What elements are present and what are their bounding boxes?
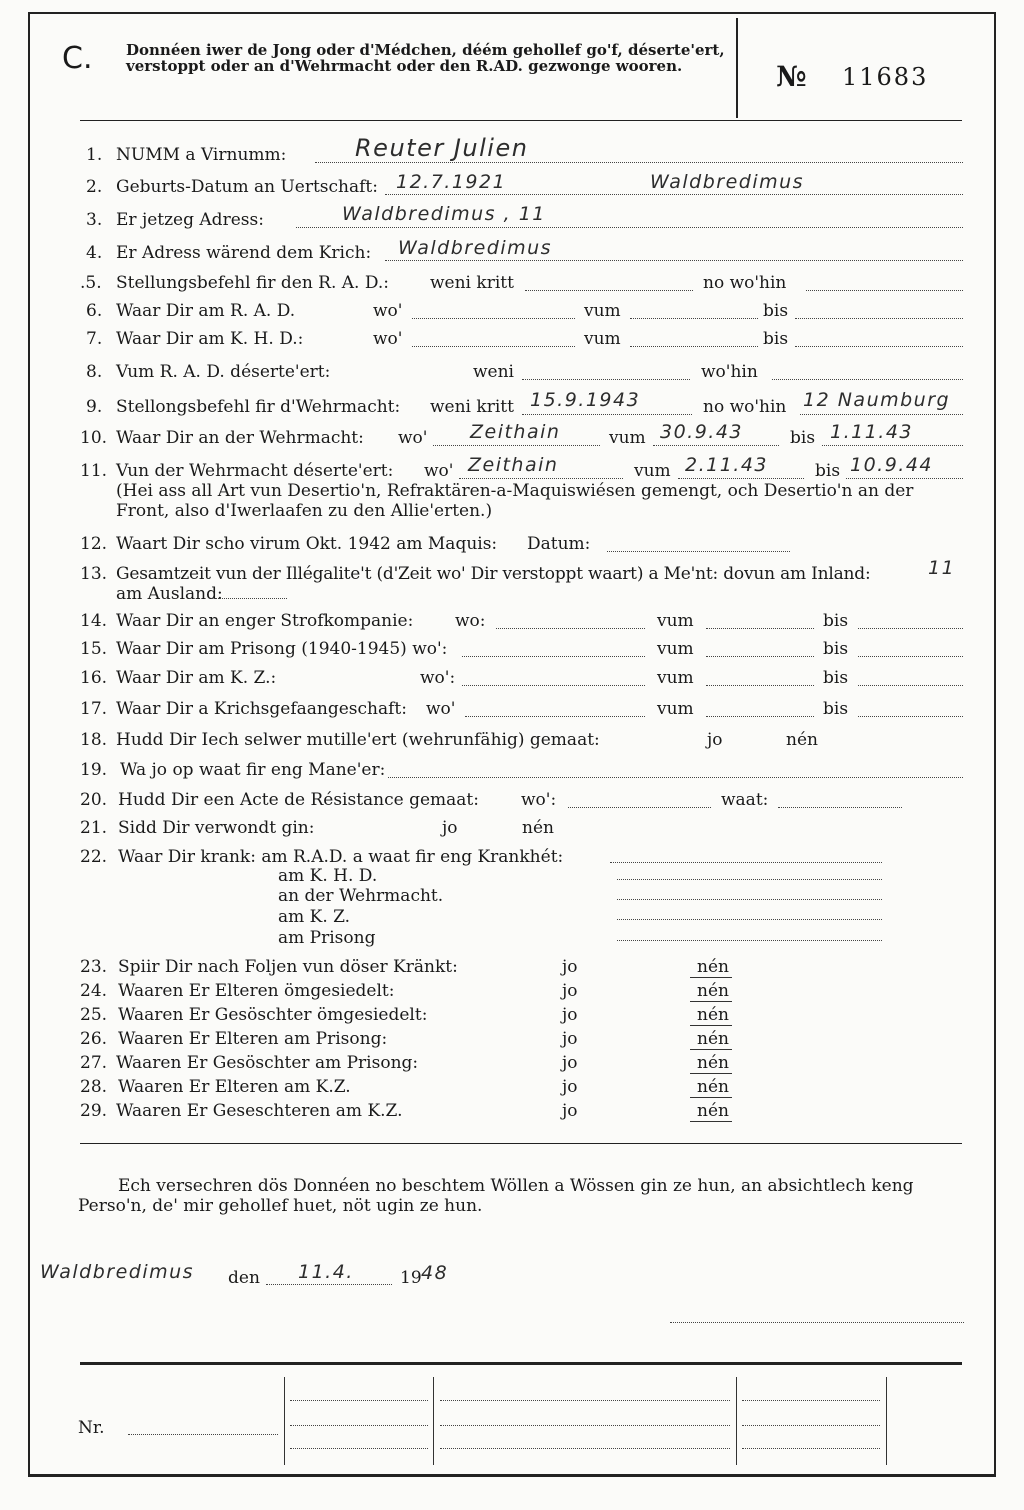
item-number: 2. (86, 177, 103, 197)
wehrmacht-desertion-wo-line (459, 478, 623, 479)
siblings-kz-nen-underline (690, 1121, 732, 1122)
footer-col-divider (886, 1377, 887, 1465)
item-number: 3. (86, 210, 103, 230)
header-title: Donnéen iwer de Jong oder d'Médchen, déém gehollef go'f, déserte'ert, verstoppt oder an d'Wehrmacht oder den R.AD. gezwonge wooren. (126, 41, 725, 75)
illness-wehrmacht-line (617, 899, 882, 900)
siblings-kz-label: Waaren Er Geseschteren am K.Z. (116, 1101, 403, 1121)
footer-col-divider (736, 1377, 737, 1465)
rad-desertion-label: Vum R. A. D. déserte'ert: (116, 362, 331, 382)
header-rule (80, 120, 962, 121)
penal-company-vum-line (706, 628, 814, 629)
kz-bis-line (858, 685, 963, 686)
wehrmacht-desertion-wo-label: wo' (424, 461, 454, 481)
item-number: 28. (80, 1077, 108, 1097)
maquis-label: Waart Dir scho virum Okt. 1942 am Maquis: (116, 534, 498, 554)
rad-bis-label: bis (763, 301, 789, 321)
parents-kz-jo: jo (562, 1077, 578, 1097)
rad-order-wohin-line (806, 290, 963, 291)
illegality-ausland-line (212, 598, 287, 599)
after-effects-nen-underline (690, 977, 732, 978)
rad-wo-line (412, 318, 575, 319)
item-number: 19. (80, 760, 108, 780)
rad-order-weni-line (525, 290, 693, 291)
self-mutilation-label: Hudd Dir Iech selwer mutille'ert (wehrunfähig) gemaat: (116, 730, 600, 750)
captivity-vum-label: vum (657, 699, 694, 719)
wehrmacht-order-wohin-label: no wo'hin (703, 397, 787, 417)
siblings-resettled-nen: nén (697, 1005, 729, 1025)
number-sign: № (776, 60, 807, 93)
illegality-label: Gesamtzeit vun der Illégalite't (d'Zeit wo' Dir verstoppt waart) a Me'nt: dovun am Inland: (116, 564, 871, 584)
wehrmacht-desertion-wo-value: Zeithain (468, 454, 559, 476)
current-address-value: Waldbredimus , 11 (342, 203, 546, 225)
resistance-wo-line (568, 807, 711, 808)
footer-nr-label: Nr. (78, 1418, 105, 1438)
item-number: 22. (80, 847, 108, 867)
captivity-label: Waar Dir a Krichsgefaangeschaft: (116, 699, 407, 719)
wehrmacht-wo-value: Zeithain (470, 421, 561, 443)
khd-wo-line (412, 346, 575, 347)
birth-place-value: Waldbredimus (650, 171, 805, 193)
wehrmacht-order-weni-label: weni kritt (430, 397, 514, 417)
item-number: 20. (80, 790, 108, 810)
signature-line (670, 1322, 964, 1323)
wehrmacht-order-place-value: 12 Naumburg (803, 389, 951, 411)
prison-bis-label: bis (823, 639, 849, 659)
war-address-label: Er Adress wärend dem Krich: (116, 243, 372, 263)
wehrmacht-desertion-vum-value: 2.11.43 (685, 454, 769, 476)
parents-resettled-nen-underline (690, 1001, 732, 1002)
item-number: 27. (80, 1053, 108, 1073)
captivity-wo-label: wo' (426, 699, 456, 719)
prison-vum-label: vum (657, 639, 694, 659)
wehrmacht-order-wohin-line (800, 414, 963, 415)
illegality-ausland-label: am Ausland: (116, 584, 223, 604)
signature-year-printed: 19 (400, 1268, 422, 1288)
footer-field-line (290, 1400, 428, 1401)
rad-desertion-weni-line (522, 379, 690, 380)
wehrmacht-desertion-bis-label: bis (815, 461, 841, 481)
item-number: 26. (80, 1029, 108, 1049)
penal-company-bis-line (858, 628, 963, 629)
rad-label: Waar Dir am R. A. D. (116, 301, 296, 321)
siblings-kz-nen: nén (697, 1101, 729, 1121)
illness-rad-line (610, 862, 882, 863)
footer-col-divider (284, 1377, 285, 1465)
item-number: 6. (86, 301, 103, 321)
resistance-waat-label: waat: (721, 790, 769, 810)
rad-order-label: Stellungsbefehl fir den R. A. D.: (116, 273, 390, 293)
manner-line (388, 777, 963, 778)
rad-order-wohin-label: no wo'hin (703, 273, 787, 293)
item-number: 14. (80, 611, 108, 631)
siblings-prison-nen: nén (697, 1053, 729, 1073)
resistance-label: Hudd Dir een Acte de Résistance gemaat: (118, 790, 479, 810)
item-number: 16. (80, 668, 108, 688)
header-divider (736, 18, 738, 118)
footer-nr-line (128, 1434, 278, 1435)
parents-kz-label: Waaren Er Elteren am K.Z. (118, 1077, 351, 1097)
resistance-wo-label: wo': (521, 790, 557, 810)
footer-col-divider (433, 1377, 434, 1465)
wehrmacht-vum-label: vum (609, 428, 646, 448)
footer-field-line (290, 1425, 428, 1426)
current-address-label: Er jetzeg Adress: (116, 210, 264, 230)
rad-vum-line (630, 318, 758, 319)
name-label: NUMM a Virnumm: (116, 145, 287, 165)
footer-field-line (290, 1448, 428, 1449)
illness-kz-label: am K. Z. (278, 907, 351, 927)
frame-right (994, 12, 996, 1476)
parents-prison-label: Waaren Er Elteren am Prisong: (118, 1029, 388, 1049)
after-effects-jo: jo (562, 957, 578, 977)
item-number: 21. (80, 818, 108, 838)
rad-bis-line (795, 318, 963, 319)
illness-wehrmacht-label: an der Wehrmacht. (278, 886, 444, 906)
illness-prison-label: am Prisong (278, 928, 376, 948)
item-number: 8. (86, 362, 103, 382)
wehrmacht-order-label: Stellongsbefehl fir d'Wehrmacht: (116, 397, 401, 417)
item-number: 18. (80, 730, 108, 750)
kz-bis-label: bis (823, 668, 849, 688)
illness-label: Waar Dir krank: am R.A.D. a waat fir eng Krankhét: (118, 847, 564, 867)
illness-khd-label: am K. H. D. (278, 866, 378, 886)
parents-resettled-jo: jo (562, 981, 578, 1001)
footer-field-line (440, 1400, 730, 1401)
rad-order-weni-label: weni kritt (430, 273, 514, 293)
khd-vum-label: vum (584, 329, 621, 349)
wehrmacht-desertion-vum-label: vum (634, 461, 671, 481)
item-number: 24. (80, 981, 108, 1001)
wehrmacht-wo-label: wo' (398, 428, 428, 448)
siblings-resettled-label: Waaren Er Gesöschter ömgesiedelt: (118, 1005, 428, 1025)
khd-label: Waar Dir am K. H. D.: (116, 329, 304, 349)
siblings-kz-jo: jo (562, 1101, 578, 1121)
wehrmacht-desertion-label: Vun der Wehrmacht déserte'ert: (116, 461, 394, 481)
penal-company-vum-label: vum (657, 611, 694, 631)
parents-kz-nen-underline (690, 1097, 732, 1098)
penal-company-label: Waar Dir an enger Strofkompanie: (116, 611, 414, 631)
prison-bis-line (858, 656, 963, 657)
kz-vum-label: vum (657, 668, 694, 688)
captivity-bis-line (858, 716, 963, 717)
item-number: 10. (80, 428, 108, 448)
rad-desertion-weni-label: weni (473, 362, 514, 382)
rad-wo-label: wo' (373, 301, 403, 321)
item-number: 1. (86, 145, 103, 165)
rad-desertion-wohin-line (772, 379, 963, 380)
wehrmacht-desertion-vum-line (678, 478, 804, 479)
after-effects-label: Spiir Dir nach Foljen vun döser Kränkt: (118, 957, 458, 977)
siblings-prison-label: Waaren Er Gesöschter am Prisong: (116, 1053, 419, 1073)
siblings-resettled-jo: jo (562, 1005, 578, 1025)
frame-top (28, 12, 996, 14)
captivity-vum-line (706, 716, 814, 717)
illness-prison-line (617, 940, 882, 941)
footer-field-line (440, 1448, 730, 1449)
maquis-datum-label: Datum: (527, 534, 591, 554)
item-number: 11. (80, 461, 108, 481)
declaration-line2: Perso'n, de' mir gehollef huet, nöt ugin ze hun. (78, 1196, 483, 1216)
illness-khd-line (617, 879, 882, 880)
parents-prison-jo: jo (562, 1029, 578, 1049)
section-letter: C. (62, 41, 93, 76)
siblings-prison-nen-underline (690, 1073, 732, 1074)
kz-label: Waar Dir am K. Z.: (116, 668, 277, 688)
illness-kz-line (617, 919, 882, 920)
self-mutilation-jo: jo (707, 730, 723, 750)
section-rule (80, 1143, 962, 1144)
item-number: 17. (80, 699, 108, 719)
signature-date-line (266, 1284, 392, 1285)
maquis-datum-line (607, 551, 790, 552)
wounded-nen: nén (522, 818, 554, 838)
wehrmacht-bis-line (822, 445, 963, 446)
parents-resettled-nen: nén (697, 981, 729, 1001)
wehrmacht-vum-line (653, 445, 779, 446)
khd-vum-line (630, 346, 758, 347)
current-address-line (296, 227, 963, 228)
item-number: 23. (80, 957, 108, 977)
name-line (315, 162, 963, 163)
penal-company-wo-line (496, 628, 645, 629)
item-number: 7. (86, 329, 103, 349)
kz-wo-label: wo': (420, 668, 456, 688)
item-number: 15. (80, 639, 108, 659)
signature-place-value: Waldbredimus (40, 1261, 195, 1283)
desertion-note-line1: (Hei ass all Art vun Desertio'n, Refraktären-a-Maquiswiésen gemengt, och Desertio'n an der (116, 481, 914, 501)
frame-left (28, 12, 30, 1476)
rad-desertion-wohin-label: wo'hin (701, 362, 758, 382)
siblings-prison-jo: jo (562, 1053, 578, 1073)
item-number: 9. (86, 397, 103, 417)
birth-label: Geburts-Datum an Uertschaft: (116, 177, 378, 197)
manner-label: Wa jo op waat fir eng Mane'er: (120, 760, 386, 780)
item-number: 12. (80, 534, 108, 554)
parents-prison-nen: nén (697, 1029, 729, 1049)
wehrmacht-bis-label: bis (790, 428, 816, 448)
prison-vum-line (706, 656, 814, 657)
siblings-resettled-nen-underline (690, 1025, 732, 1026)
wehrmacht-wo-line (433, 445, 600, 446)
wehrmacht-label: Waar Dir an der Wehrmacht: (116, 428, 364, 448)
footer-rule (80, 1362, 962, 1365)
wehrmacht-desertion-bis-line (846, 478, 963, 479)
desertion-note-line2: Front, also d'Iwerlaafen zu den Allie'erten.) (116, 501, 493, 521)
wehrmacht-desertion-bis-value: 10.9.44 (850, 454, 934, 476)
parents-resettled-label: Waaren Er Elteren ömgesiedelt: (118, 981, 395, 1001)
declaration-line1: Ech versechren dös Donnéen no beschtem Wöllen a Wössen gin ze hun, an absichtlech keng (118, 1176, 914, 1196)
signature-year-value: 48 (421, 1262, 449, 1284)
illegality-inland-value: 11 (928, 557, 956, 579)
signature-date-value: 11.4. (298, 1261, 354, 1283)
penal-company-wo-label: wo: (455, 611, 486, 631)
khd-bis-label: bis (763, 329, 789, 349)
frame-bottom (28, 1474, 996, 1477)
footer-field-line (440, 1425, 730, 1426)
resistance-waat-line (778, 807, 902, 808)
wounded-label: Sidd Dir verwondt gin: (118, 818, 315, 838)
war-address-value: Waldbredimus (398, 237, 553, 259)
footer-field-line (742, 1448, 880, 1449)
prison-label: Waar Dir am Prisong (1940-1945) wo': (116, 639, 448, 659)
captivity-wo-line (465, 716, 645, 717)
after-effects-nen: nén (697, 957, 729, 977)
item-number: 25. (80, 1005, 108, 1025)
wehrmacht-vum-value: 30.9.43 (660, 421, 744, 443)
wounded-jo: jo (442, 818, 458, 838)
wehrmacht-order-weni-line (522, 414, 692, 415)
item-number: 13. (80, 564, 108, 584)
wehrmacht-bis-value: 1.11.43 (830, 421, 914, 443)
wehrmacht-order-date-value: 15.9.1943 (530, 389, 641, 411)
footer-field-line (742, 1425, 880, 1426)
birth-line (385, 194, 963, 195)
signature-den-label: den (228, 1268, 260, 1288)
name-value: Reuter Julien (355, 134, 529, 162)
birth-date-value: 12.7.1921 (396, 171, 507, 193)
item-number: .5. (80, 273, 102, 293)
item-number: 29. (80, 1101, 108, 1121)
captivity-bis-label: bis (823, 699, 849, 719)
khd-wo-label: wo' (373, 329, 403, 349)
rad-vum-label: vum (584, 301, 621, 321)
parents-kz-nen: nén (697, 1077, 729, 1097)
kz-wo-line (462, 685, 645, 686)
self-mutilation-nen: nén (786, 730, 818, 750)
war-address-line (385, 260, 963, 261)
footer-field-line (742, 1400, 880, 1401)
prison-wo-line (462, 656, 645, 657)
penal-company-bis-label: bis (823, 611, 849, 631)
item-number: 4. (86, 243, 103, 263)
document-number: 11683 (842, 63, 929, 91)
parents-prison-nen-underline (690, 1049, 732, 1050)
kz-vum-line (706, 685, 814, 686)
khd-bis-line (795, 346, 963, 347)
